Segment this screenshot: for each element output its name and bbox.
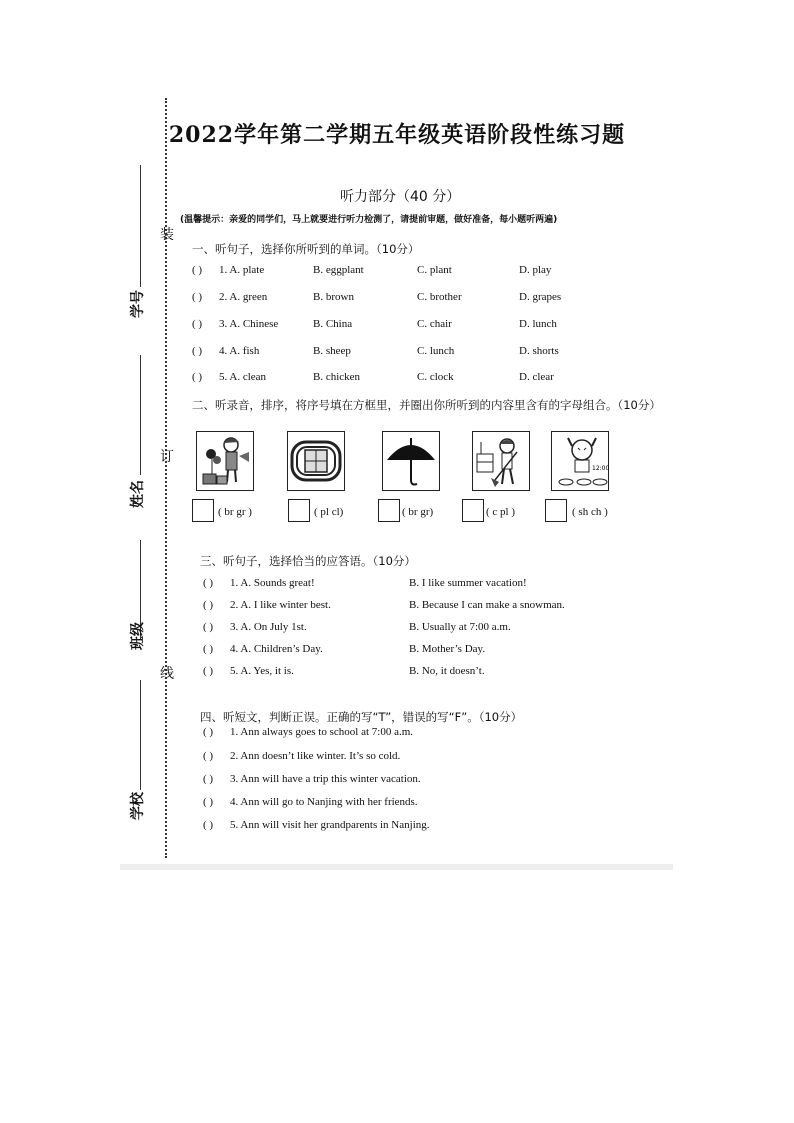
section-subtitle: 听力部分（40 分） [340, 189, 461, 205]
answer-paren[interactable]: ( ) [192, 345, 203, 357]
option-d: D. lunch [519, 318, 557, 330]
section1-heading: 一、听句子，选择你所听到的单词。（10分） [192, 242, 420, 256]
section3-heading: 三、听句子，选择恰当的应答语。（10分） [200, 554, 416, 568]
option-a: 4. A. Children’s Day. [230, 643, 323, 655]
page-bottom-divider [120, 864, 673, 870]
clock-label: 12:00 [592, 465, 610, 472]
section4-heading: 四、听短文，判断正误。正确的写“T”，错误的写“F”。（10分） [200, 710, 523, 724]
listening-tip: (温馨提示：亲爱的同学们，马上就要进行听力检测了，请提前审题，做好准备，每小题听两遍) [180, 215, 558, 225]
answer-paren[interactable]: ( ) [203, 665, 214, 677]
option-d: D. grapes [519, 291, 562, 303]
option-b: B. Usually at 7:00 a.m. [409, 621, 511, 633]
answer-paren[interactable]: ( ) [203, 819, 214, 831]
option-b: B. Because I can make a snowman. [409, 599, 565, 611]
option-c: C. brother [417, 291, 462, 303]
answer-paren[interactable]: ( ) [203, 750, 214, 762]
student-id-label: 学号 [130, 290, 146, 318]
umbrella-image [382, 431, 440, 491]
option-a: 3. A. Chinese [219, 318, 279, 330]
statement-text: 3. Ann will have a trip this winter vacation. [230, 773, 421, 785]
order-box-3[interactable] [378, 499, 400, 522]
school-label: 学校 [130, 792, 146, 820]
statement-text: 1. Ann always goes to school at 7:00 a.m. [230, 726, 414, 738]
girl-flowers-image [196, 431, 254, 491]
statement-text: 4. Ann will go to Nanjing with her friends. [230, 796, 418, 808]
school-line [140, 680, 141, 790]
binding-char-ding: 订 [160, 449, 174, 465]
option-b: B. China [313, 318, 353, 330]
option-c: C. plant [417, 264, 452, 276]
option-a: 2. A. green [219, 291, 268, 303]
option-b: B. Mother’s Day. [409, 643, 486, 655]
binding-char-xian: 线 [160, 666, 174, 682]
option-d: D. clear [519, 371, 554, 383]
option-a: 1. A. Sounds great! [230, 577, 315, 589]
statement-text: 5. Ann will visit her grandparents in Nanjing. [230, 819, 430, 831]
answer-paren[interactable]: ( ) [192, 371, 203, 383]
answer-paren[interactable]: ( ) [203, 643, 214, 655]
page-title: 2022学年第二学期五年级英语阶段性练习题 [168, 122, 626, 148]
girl-lunch-image [551, 431, 609, 491]
option-b: B. No, it doesn’t. [409, 665, 485, 677]
letter-hint-5[interactable]: ( sh ch ) [572, 506, 608, 518]
section2-heading: 二、听录音，排序，将序号填在方框里，并圈出你所听到的内容里含有的字母组合。（10分） [192, 398, 661, 412]
letter-hint-2[interactable]: ( pl cl) [314, 506, 344, 518]
option-b: B. sheep [313, 345, 351, 357]
option-c: C. lunch [417, 345, 455, 357]
option-a: 5. A. Yes, it is. [230, 665, 294, 677]
option-d: D. shorts [519, 345, 559, 357]
option-a: 1. A. plate [219, 264, 265, 276]
option-b: B. eggplant [313, 264, 364, 276]
answer-paren[interactable]: ( ) [203, 796, 214, 808]
class-label: 班级 [130, 622, 146, 650]
order-box-2[interactable] [288, 499, 310, 522]
answer-paren[interactable]: ( ) [203, 599, 214, 611]
name-label: 姓名 [130, 480, 146, 508]
order-box-1[interactable] [192, 499, 214, 522]
statement-text: 2. Ann doesn’t like winter. It’s so cold. [230, 750, 401, 762]
student-id-line [140, 165, 141, 287]
order-box-5[interactable] [545, 499, 567, 522]
binding-char-zhuang: 装 [160, 227, 174, 243]
answer-paren[interactable]: ( ) [203, 773, 214, 785]
answer-paren[interactable]: ( ) [192, 291, 203, 303]
option-b: B. chicken [313, 371, 361, 383]
option-c: C. chair [417, 318, 452, 330]
option-b: B. I like summer vacation! [409, 577, 527, 589]
option-c: C. clock [417, 371, 454, 383]
order-box-4[interactable] [462, 499, 484, 522]
letter-hint-3[interactable]: ( br gr) [402, 506, 434, 518]
option-a: 2. A. I like winter best. [230, 599, 331, 611]
answer-paren[interactable]: ( ) [192, 264, 203, 276]
option-d: D. play [519, 264, 552, 276]
answer-paren[interactable]: ( ) [192, 318, 203, 330]
boy-sweeping-image [472, 431, 530, 491]
option-a: 3. A. On July 1st. [230, 621, 307, 633]
window-frame-image [287, 431, 345, 491]
option-b: B. brown [313, 291, 354, 303]
letter-hint-1[interactable]: ( br gr ) [218, 506, 252, 518]
answer-paren[interactable]: ( ) [203, 621, 214, 633]
answer-paren[interactable]: ( ) [203, 726, 214, 738]
binding-dotted-line [165, 98, 167, 858]
letter-hint-4[interactable]: ( c pl ) [486, 506, 516, 518]
option-a: 4. A. fish [219, 345, 260, 357]
answer-paren[interactable]: ( ) [203, 577, 214, 589]
name-line [140, 355, 141, 475]
option-a: 5. A. clean [219, 371, 267, 383]
